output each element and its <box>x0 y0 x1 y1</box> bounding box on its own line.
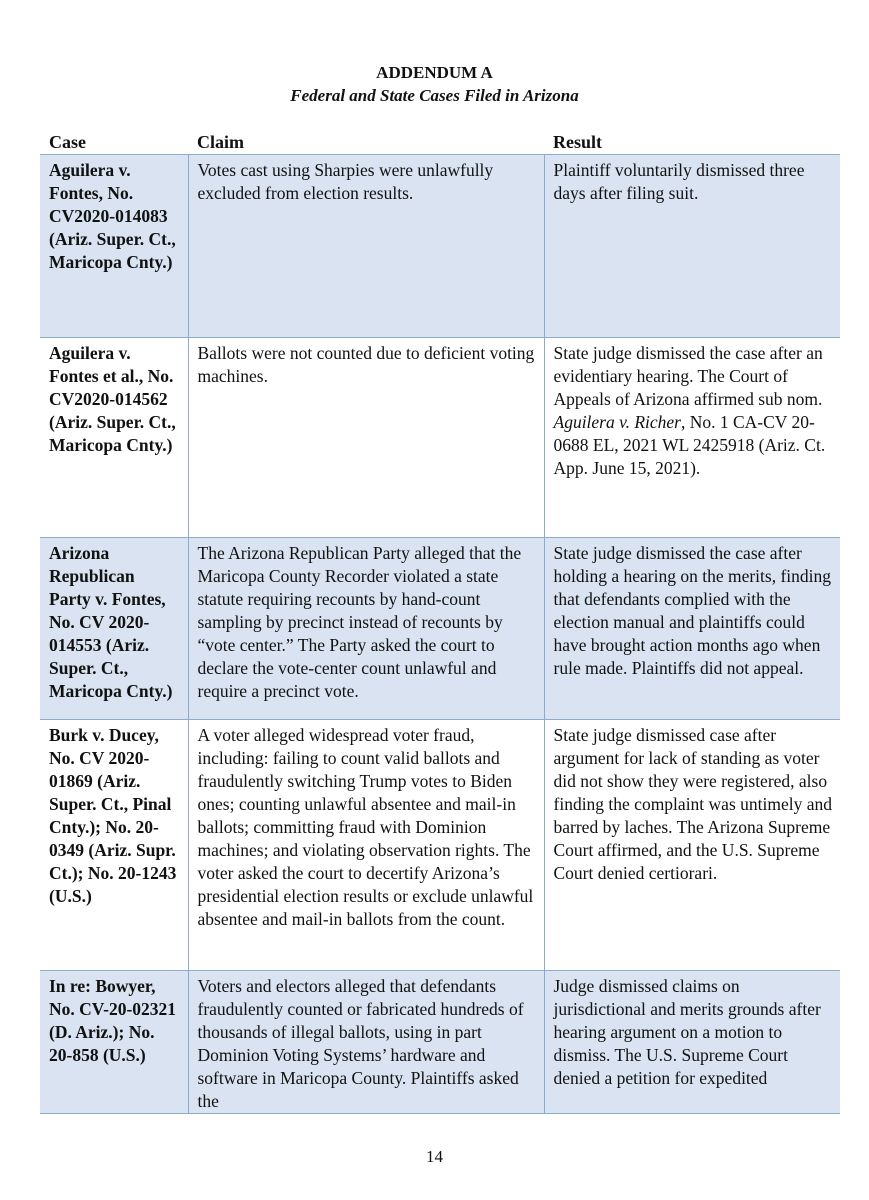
result-cell: State judge dismissed case after argument for lack of standing as voter did not show they were registered, also finding the complaint was untimely and barred by laches. The Arizona Supreme Court affirmed, and the U.S. Supreme Court denied certiorari. <box>544 720 840 971</box>
claim-cell: Votes cast using Sharpies were unlawfully excluded from election results. <box>188 155 544 338</box>
result-cell: Plaintiff voluntarily dismissed three days after filing suit. <box>544 155 840 338</box>
case-cell: Aguilera v. Fontes, No. CV2020-014083 (Ariz. Super. Ct., Maricopa Cnty.) <box>40 155 188 338</box>
claim-cell: A voter alleged widespread voter fraud, including: failing to count valid ballots and fraudulently switching Trump votes to Biden ones; counting unlawful absentee and mail-in ballots; committing fraud with Dominion machines; and violating observation rights. The voter asked the court to decertify Arizona’s presidential election results or exclude unlawful absentee and mail-in ballots from the count. <box>188 720 544 971</box>
column-header-claim: Claim <box>188 131 544 155</box>
column-header-case: Case <box>40 131 188 155</box>
addendum-subtitle: Federal and State Cases Filed in Arizona <box>290 86 579 105</box>
table-row <box>40 538 840 720</box>
case-cell: Aguilera v. Fontes et al., No. CV2020-014562 (Ariz. Super. Ct., Maricopa Cnty.) <box>40 338 188 538</box>
result-cell: Judge dismissed claims on jurisdictional and merits grounds after hearing argument on a motion to dismiss. The U.S. Supreme Court denied a petition for expedited <box>544 971 840 1114</box>
cases-table <box>40 131 840 1114</box>
result-cell: State judge dismissed the case after holding a hearing on the merits, finding that defendants complied with the election manual and plaintiffs could have brought action months ago when rule made. Plaintiffs did not appeal. <box>544 538 840 720</box>
claim-cell: The Arizona Republican Party alleged that the Maricopa County Recorder violated a state statute requiring recounts by hand-count sampling by precinct instead of recounts by “vote center.” The Party asked the court to declare the vote-center count unlawful and require a precinct vote. <box>188 538 544 720</box>
result-cell <box>544 338 840 538</box>
case-cell: Arizona Republican Party v. Fontes, No. CV 2020-014553 (Ariz. Super. Ct., Maricopa Cnty.) <box>40 538 188 720</box>
claim-cell: Voters and electors alleged that defendants fraudulently counted or fabricated hundreds of thousands of illegal ballots, using in part Dominion Voting Systems’ hardware and software in Maricopa County. Plaintiffs asked the <box>188 971 544 1114</box>
table-row <box>40 720 840 971</box>
page-number: 14 <box>426 1147 443 1166</box>
result-text-continued: , No. 1 CA-CV 20-0688 EL, 2021 WL 2425918 (Ariz. Ct. App. June 15, 2021). <box>553 412 826 478</box>
table-row <box>40 338 840 538</box>
addendum-title: ADDENDUM A <box>376 63 493 82</box>
result-text: State judge dismissed the case after an evidentiary hearing. The Court of Appeals of Arizona affirmed sub nom. <box>553 343 823 409</box>
case-cell: Burk v. Ducey, No. CV 2020-01869 (Ariz. Super. Ct., Pinal Cnty.); No. 20-0349 (Ariz. Supr. Ct.); No. 20-1243 (U.S.) <box>40 720 188 971</box>
table-row <box>40 971 840 1114</box>
result-citation-italic: Aguilera v. Richer <box>553 412 681 432</box>
case-cell: In re: Bowyer, No. CV-20-02321 (D. Ariz.); No. 20-858 (U.S.) <box>40 971 188 1114</box>
table-row <box>40 155 840 338</box>
column-header-result: Result <box>544 131 840 155</box>
claim-cell: Ballots were not counted due to deficient voting machines. <box>188 338 544 538</box>
table-header-row <box>40 131 840 155</box>
